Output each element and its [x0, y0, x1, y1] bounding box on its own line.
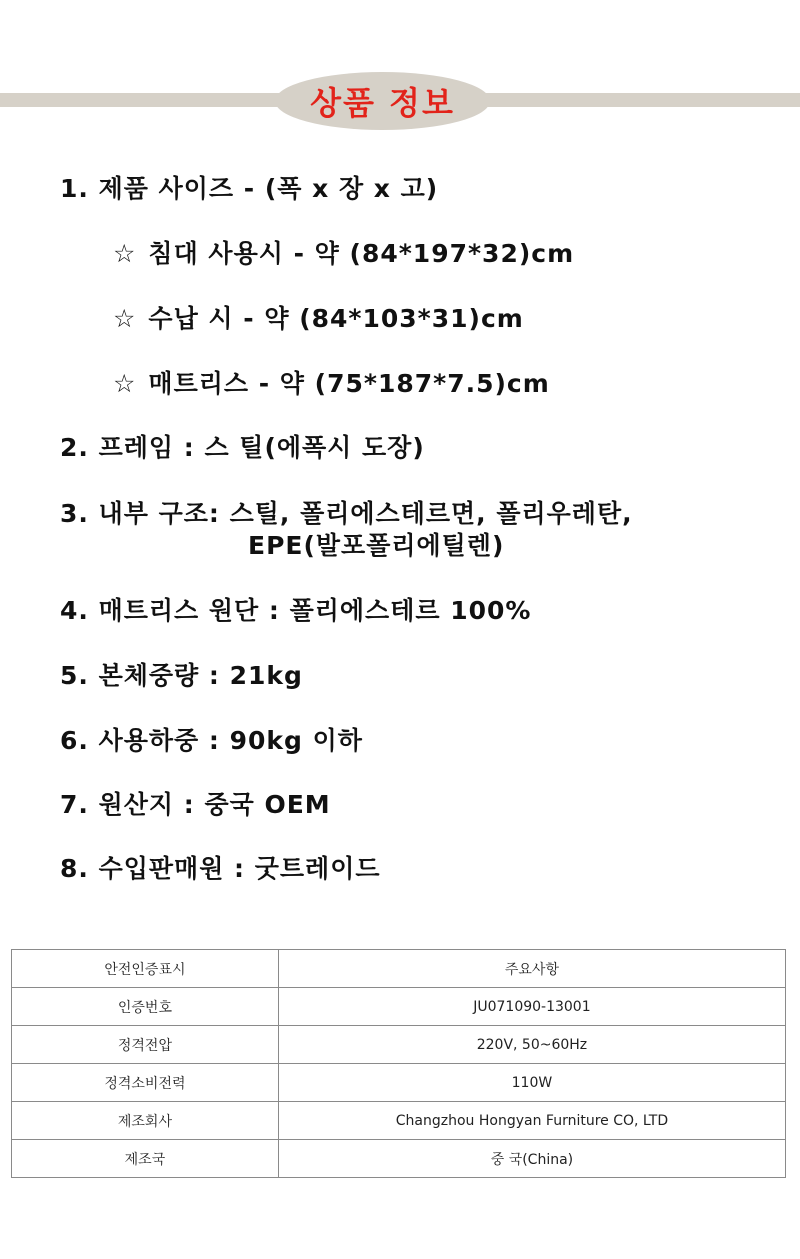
table-value-cell: 220V, 50~60Hz	[278, 1026, 785, 1064]
header-title-pill	[275, 72, 490, 130]
safety-info-table	[11, 949, 786, 1178]
page-title: 상품 정보	[310, 84, 455, 122]
table-key-cell: 제조국	[12, 1140, 279, 1178]
table-header-cell: 안전인증표시	[12, 950, 279, 988]
spec-item-importer: 8. 수입판매원 : 굿트레이드	[60, 854, 381, 883]
spec-subitem-storage	[113, 303, 800, 335]
table-value-cell: 중 국(China)	[278, 1140, 785, 1178]
spec-item-frame: 2. 프레임 : 스 틸(에폭시 도장)	[60, 433, 425, 462]
table-row	[12, 988, 786, 1026]
spec-item-structure	[60, 498, 800, 562]
spec-item-origin: 7. 원산지 : 중국 OEM	[60, 790, 331, 819]
spec-item-size: 1. 제품 사이즈 - (폭 x 장 x 고)	[60, 174, 439, 203]
table-row	[12, 1102, 786, 1140]
spec-item-load: 6. 사용하중 : 90kg 이하	[60, 726, 363, 755]
table-value-cell: 110W	[278, 1064, 785, 1102]
spec-structure-line1: 3. 내부 구조: 스틸, 폴리에스테르면, 폴리우레탄,	[60, 499, 633, 528]
table-value-cell: Changzhou Hongyan Furniture CO, LTD	[278, 1102, 785, 1140]
table-header-cell: 주요사항	[278, 950, 785, 988]
spec-item-weight: 5. 본체중량 : 21kg	[60, 661, 303, 690]
table-row	[12, 1064, 786, 1102]
spec-subitem-bed	[113, 238, 800, 270]
table-key-cell: 정격전압	[12, 1026, 279, 1064]
spec-subitem-text: 매트리스 - 약 (75*187*7.5)cm	[148, 369, 550, 398]
table-value-cell: JU071090-13001	[278, 988, 785, 1026]
star-icon: ☆	[113, 369, 137, 398]
table-row	[12, 950, 786, 988]
spec-subitem-text: 침대 사용시 - 약 (84*197*32)cm	[148, 239, 575, 268]
spec-structure-line2: EPE(발포폴리에틸렌)	[248, 531, 505, 560]
spec-item-fabric: 4. 매트리스 원단 : 폴리에스테르 100%	[60, 596, 532, 625]
table-key-cell: 제조회사	[12, 1102, 279, 1140]
table-key-cell: 정격소비전력	[12, 1064, 279, 1102]
spec-subitem-mattress	[113, 368, 800, 400]
table-key-cell: 인증번호	[12, 988, 279, 1026]
spec-subitem-text: 수납 시 - 약 (84*103*31)cm	[148, 304, 524, 333]
star-icon: ☆	[113, 239, 137, 268]
star-icon: ☆	[113, 304, 137, 333]
table-row	[12, 1026, 786, 1064]
table-row	[12, 1140, 786, 1178]
